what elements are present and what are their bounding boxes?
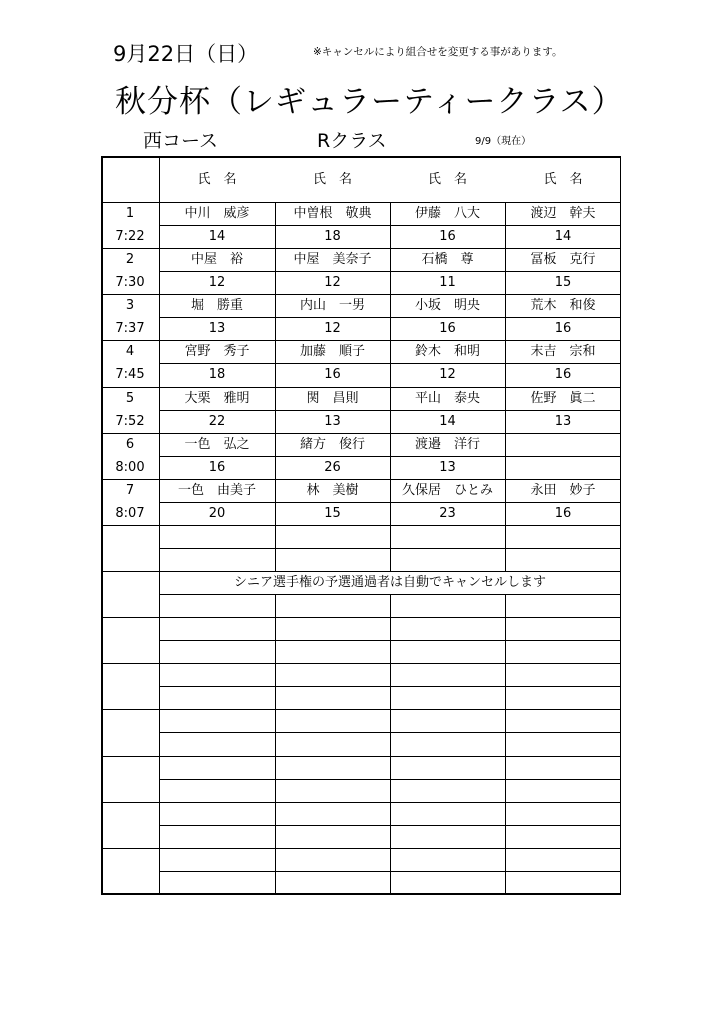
group-divider — [101, 663, 621, 664]
group-number: 2 — [125, 252, 135, 268]
group-number: 3 — [125, 298, 135, 314]
group-number: 4 — [125, 344, 135, 360]
player-handicap: 16 — [554, 505, 572, 521]
player-name: 久保居 ひとみ — [401, 482, 493, 498]
group-divider — [101, 617, 621, 618]
player-handicap: 12 — [324, 321, 341, 337]
player-name: 渡邉 洋行 — [414, 436, 480, 452]
column-divider — [390, 756, 391, 802]
column-divider — [275, 617, 276, 663]
column-header-name: 氏 名 — [427, 171, 467, 187]
player-name: 佐野 眞二 — [530, 390, 596, 406]
tee-time: 7:37 — [115, 321, 145, 337]
group-number: 6 — [125, 436, 135, 452]
column-divider — [275, 756, 276, 802]
as-of-date: 9/9（現在） — [475, 136, 532, 147]
tee-time: 7:45 — [115, 367, 145, 383]
player-handicap: 13 — [208, 321, 226, 337]
player-handicap: 13 — [554, 413, 572, 429]
player-handicap: 23 — [439, 505, 456, 521]
tee-time: 8:00 — [115, 459, 145, 475]
group-divider — [101, 802, 621, 803]
group-number: 1 — [125, 206, 135, 221]
course-name: 西コース — [143, 130, 219, 152]
group-number: 7 — [125, 482, 135, 498]
player-handicap: 13 — [439, 459, 456, 475]
group-divider — [101, 848, 621, 849]
column-divider — [275, 802, 276, 848]
player-name: 一色 弘之 — [184, 436, 250, 452]
player-name: 緒方 俊行 — [299, 436, 365, 452]
tee-time: 8:07 — [115, 505, 145, 521]
player-name: 平山 泰央 — [414, 390, 480, 406]
pairing-table — [101, 156, 621, 894]
class-label: Rクラス — [317, 130, 387, 152]
player-name: 関 昌則 — [306, 390, 359, 406]
group-divider — [101, 756, 621, 757]
column-divider — [390, 802, 391, 848]
column-header-name: 氏 名 — [312, 171, 352, 187]
player-handicap: 14 — [439, 413, 456, 429]
player-name: 伊藤 八大 — [414, 206, 480, 221]
player-handicap: 12 — [208, 275, 226, 291]
player-name — [505, 433, 621, 456]
player-handicap: 16 — [208, 459, 226, 475]
change-note: ※キャンセルにより組合せを変更する事があります。 — [313, 46, 563, 58]
player-name: 中川 威彦 — [184, 206, 250, 221]
player-handicap: 16 — [324, 367, 341, 383]
column-divider — [275, 848, 276, 894]
player-name: 一色 由美子 — [177, 482, 256, 498]
player-name: 荒木 和俊 — [530, 298, 596, 314]
group-divider — [101, 709, 621, 710]
player-handicap: 13 — [324, 413, 341, 429]
player-handicap: 22 — [208, 413, 226, 429]
player-name: 冨板 克行 — [530, 252, 596, 268]
column-divider — [505, 848, 506, 894]
player-name: 宮野 秀子 — [184, 344, 250, 360]
column-divider — [505, 802, 506, 848]
column-divider — [505, 617, 506, 663]
column-divider — [275, 709, 276, 755]
column-divider — [390, 663, 391, 709]
player-name: 加藤 順子 — [299, 344, 365, 360]
column-divider — [390, 848, 391, 894]
player-name: 中屋 裕 — [190, 252, 243, 268]
player-handicap: 16 — [439, 321, 456, 337]
player-handicap: 16 — [554, 367, 572, 383]
column-header-name: 氏 名 — [197, 171, 237, 187]
column-divider — [390, 709, 391, 755]
player-handicap: 20 — [208, 505, 226, 521]
cancellation-notice: シニア選手権の予選通過者は自動でキャンセルします — [233, 575, 546, 591]
group-divider — [101, 525, 621, 526]
player-name: 堀 勝重 — [190, 298, 243, 314]
player-name: 林 美樹 — [306, 482, 359, 498]
column-divider — [390, 594, 391, 617]
player-name: 石橋 尊 — [421, 252, 474, 268]
player-handicap: 12 — [324, 275, 341, 291]
column-divider — [505, 709, 506, 755]
player-name: 鈴木 和明 — [414, 344, 480, 360]
player-handicap: 14 — [554, 229, 572, 244]
column-divider — [390, 525, 391, 571]
player-name: 内山 一男 — [299, 298, 365, 314]
player-handicap: 18 — [208, 367, 226, 383]
tee-time: 7:52 — [115, 413, 145, 429]
tee-time: 7:22 — [115, 229, 145, 244]
column-divider — [390, 617, 391, 663]
player-name: 中屋 美奈子 — [293, 252, 372, 268]
player-handicap: 26 — [324, 459, 341, 475]
player-handicap: 16 — [554, 321, 572, 337]
column-divider — [505, 594, 506, 617]
player-handicap: 15 — [324, 505, 341, 521]
column-header-name: 氏 名 — [543, 171, 583, 187]
player-name: 大栗 雅明 — [184, 390, 250, 406]
player-name: 小坂 明央 — [414, 298, 480, 314]
column-divider — [275, 594, 276, 617]
column-divider — [505, 525, 506, 571]
group-number: 5 — [125, 390, 135, 406]
player-handicap: 18 — [324, 229, 341, 244]
event-date: 9月22日（日） — [113, 42, 259, 66]
column-divider — [505, 756, 506, 802]
player-handicap: 14 — [208, 229, 226, 244]
column-divider — [275, 663, 276, 709]
player-handicap — [505, 456, 621, 479]
player-name: 永田 妙子 — [530, 482, 596, 498]
page-title: 秋分杯（レギュラーティークラス） — [115, 84, 624, 120]
player-name: 渡辺 幹夫 — [530, 206, 596, 221]
player-handicap: 11 — [439, 275, 456, 291]
player-name: 中曽根 敬典 — [293, 206, 372, 221]
player-handicap: 15 — [554, 275, 572, 291]
player-handicap: 16 — [439, 229, 456, 244]
group-divider — [101, 894, 621, 895]
player-name: 末吉 宗和 — [530, 344, 596, 360]
player-handicap: 12 — [439, 367, 456, 383]
column-divider — [275, 525, 276, 571]
column-divider — [505, 663, 506, 709]
tee-time: 7:30 — [115, 275, 145, 291]
